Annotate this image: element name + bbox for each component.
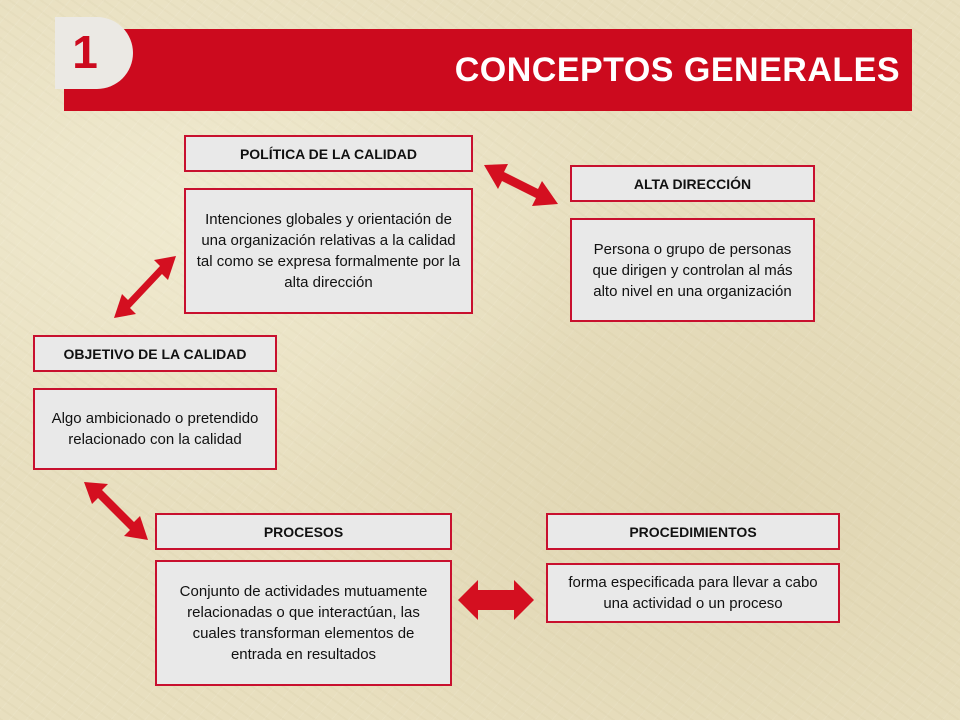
- procedimientos-title: PROCEDIMIENTOS: [629, 523, 757, 540]
- alta-direccion-title: ALTA DIRECCIÓN: [633, 175, 752, 192]
- politica-title: POLÍTICA DE LA CALIDAD: [239, 145, 418, 162]
- politica-definition: Intenciones globales y orientación de una organización relativas a la calidad tal como se expresa formalmente por la alta dirección: [196, 211, 461, 291]
- procedimientos-title-box: [546, 513, 840, 550]
- objetivo-title-box: [33, 335, 277, 372]
- section-number-tab: [55, 17, 133, 89]
- procesos-title: PROCESOS: [263, 523, 344, 540]
- header-band: [64, 29, 912, 111]
- objetivo-title: OBJETIVO DE LA CALIDAD: [63, 345, 247, 362]
- arrow-politica-alta-direccion-icon: [480, 158, 562, 212]
- arrow-procesos-procedimientos-icon: [456, 577, 536, 623]
- objetivo-definition: Algo ambicionado o pretendido relacionado con la calidad: [51, 410, 259, 448]
- procesos-title-box: [155, 513, 452, 550]
- procedimientos-definition: forma especificada para llevar a cabo una actividad o un proceso: [568, 574, 818, 612]
- section-number: 1: [72, 26, 98, 78]
- page-title: CONCEPTOS GENERALES: [454, 51, 900, 89]
- arrow-objetivo-procesos-icon: [82, 478, 152, 544]
- alta-direccion-definition-box: [570, 218, 815, 322]
- politica-definition-box: [184, 188, 473, 314]
- procedimientos-definition-box: [546, 563, 840, 623]
- arrow-objetivo-politica-icon: [110, 252, 180, 322]
- alta-direccion-definition: Persona o grupo de personas que dirigen y controlan al más alto nivel en una organización: [592, 240, 793, 300]
- alta-direccion-title-box: [570, 165, 815, 202]
- procesos-definition-box: [155, 560, 452, 686]
- politica-title-box: [184, 135, 473, 172]
- procesos-definition: Conjunto de actividades mutuamente relacionadas o que interactúan, las cuales transforman elementos de entrada en resultados: [179, 583, 428, 663]
- objetivo-definition-box: [33, 388, 277, 470]
